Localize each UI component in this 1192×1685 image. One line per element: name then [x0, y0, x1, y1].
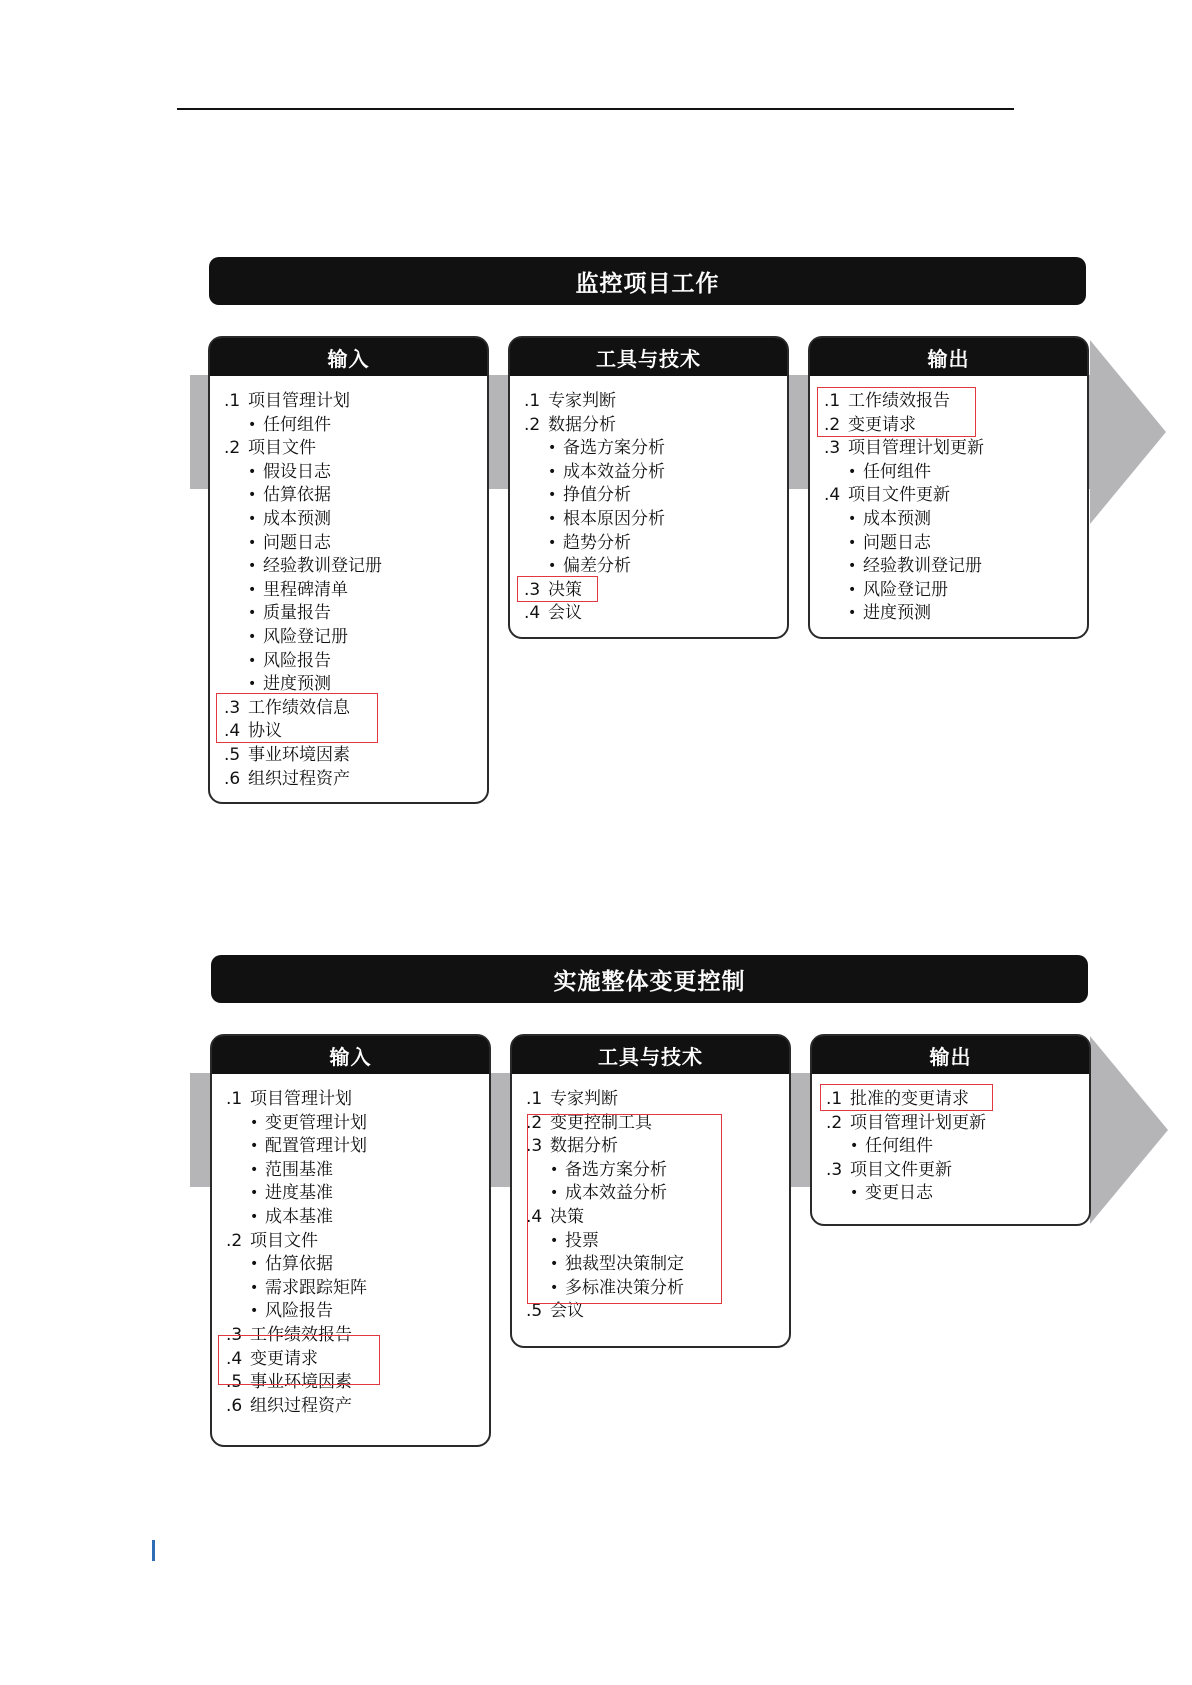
sub-list-item	[212, 1206, 489, 1230]
sub-item-label: 成本预测	[263, 508, 331, 529]
outputs-column	[808, 336, 1089, 639]
sub-item-label: 经验教训登记册	[263, 556, 382, 577]
item-label: 项目管理计划	[250, 1089, 352, 1109]
bullet-icon: •	[848, 558, 857, 575]
bullet-icon: •	[548, 534, 557, 551]
sub-item-label: 偏差分析	[563, 556, 631, 577]
item-label: 决策	[548, 579, 582, 600]
list-item	[512, 1088, 789, 1112]
item-number: .3	[824, 438, 841, 459]
column-header	[810, 338, 1087, 376]
column-header	[812, 1036, 1089, 1074]
inputs-column	[210, 1034, 491, 1447]
item-number: .6	[224, 768, 241, 789]
bullet-icon: •	[248, 628, 257, 645]
sub-item-label: 独裁型决策制定	[565, 1254, 684, 1275]
bullet-icon: •	[248, 510, 257, 527]
sub-item-label: 根本原因分析	[563, 508, 665, 529]
sub-list-item	[212, 1300, 489, 1324]
sub-item-label: 任何组件	[865, 1136, 933, 1157]
sub-item-label: 进度预测	[263, 674, 331, 695]
list-item	[212, 1371, 489, 1395]
list-item	[810, 484, 1087, 508]
item-number: .4	[524, 603, 541, 624]
sub-list-item	[512, 1230, 789, 1254]
item-label: 组织过程资产	[250, 1395, 352, 1416]
sub-list-item	[210, 650, 487, 674]
bullet-icon: •	[248, 416, 257, 433]
sub-list-item	[512, 1253, 789, 1277]
outputs-list	[812, 1074, 1089, 1206]
bullet-icon: •	[248, 558, 257, 575]
item-label: 项目管理计划更新	[850, 1112, 986, 1133]
item-number: .3	[526, 1136, 543, 1157]
item-label: 组织过程资产	[248, 768, 350, 789]
item-number: .2	[224, 438, 241, 459]
sub-item-label: 需求跟踪矩阵	[265, 1277, 367, 1298]
item-label: 专家判断	[548, 391, 616, 411]
item-number: .3	[524, 579, 541, 600]
item-number: .3	[226, 1324, 243, 1345]
list-item	[212, 1348, 489, 1372]
tools-column	[508, 336, 789, 639]
tools-list	[510, 376, 787, 626]
sub-item-label: 风险登记册	[863, 579, 948, 600]
bullet-icon: •	[850, 1138, 859, 1155]
bullet-icon: •	[248, 487, 257, 504]
list-item	[212, 1088, 489, 1112]
item-number: .5	[526, 1301, 543, 1322]
outputs-list	[810, 376, 1087, 626]
list-item	[510, 390, 787, 414]
sub-list-item	[210, 532, 487, 556]
item-label: 协议	[248, 721, 282, 742]
bullet-icon: •	[848, 510, 857, 527]
process-title-banner	[209, 257, 1086, 305]
sub-list-item	[510, 532, 787, 556]
bullet-icon: •	[850, 1185, 859, 1202]
process-title: 实施整体变更控制	[553, 968, 746, 995]
column-header-label: 工具与技术	[596, 346, 701, 371]
item-number: .4	[226, 1348, 243, 1369]
item-number: .2	[524, 414, 541, 435]
list-item	[512, 1112, 789, 1136]
sub-item-label: 里程碑清单	[263, 579, 348, 600]
list-item	[812, 1112, 1089, 1136]
bullet-icon: •	[248, 605, 257, 622]
sub-item-label: 质量报告	[263, 603, 331, 624]
process-title: 监控项目工作	[575, 270, 720, 297]
sub-item-label: 估算依据	[265, 1254, 333, 1275]
sub-item-label: 成本效益分析	[563, 461, 665, 482]
item-number: .2	[526, 1112, 543, 1133]
item-label: 变更请求	[848, 414, 916, 435]
list-item	[812, 1088, 1089, 1112]
sub-list-item	[212, 1182, 489, 1206]
item-number: .1	[824, 391, 841, 411]
sub-list-item	[210, 508, 487, 532]
item-label: 项目文件	[248, 438, 316, 459]
sub-item-label: 经验教训登记册	[863, 556, 982, 577]
sub-list-item	[212, 1253, 489, 1277]
item-number: .6	[226, 1395, 243, 1416]
list-item	[210, 390, 487, 414]
sub-list-item	[510, 461, 787, 485]
column-header-label: 输出	[927, 346, 970, 371]
item-label: 变更控制工具	[550, 1112, 652, 1133]
sub-item-label: 变更日志	[865, 1183, 933, 1204]
sub-item-label: 进度预测	[863, 603, 931, 624]
sub-item-label: 多标准决策分析	[565, 1277, 684, 1298]
item-number: .1	[826, 1089, 843, 1109]
sub-item-label: 问题日志	[863, 532, 931, 553]
sub-list-item	[810, 579, 1087, 603]
bullet-icon: •	[548, 463, 557, 480]
item-number: .1	[524, 391, 541, 411]
sub-list-item	[210, 555, 487, 579]
column-header	[512, 1036, 789, 1074]
item-number: .1	[526, 1089, 543, 1109]
bullet-icon: •	[548, 487, 557, 504]
sub-item-label: 任何组件	[863, 461, 931, 482]
bullet-icon: •	[248, 463, 257, 480]
list-item	[510, 414, 787, 438]
sub-list-item	[210, 414, 487, 438]
sub-item-label: 范围基准	[265, 1159, 333, 1180]
item-label: 会议	[548, 603, 582, 624]
inputs-list	[212, 1074, 489, 1418]
item-number: .2	[826, 1112, 843, 1133]
sub-list-item	[810, 508, 1087, 532]
sub-item-label: 备选方案分析	[565, 1159, 667, 1180]
list-item	[810, 390, 1087, 414]
bullet-icon: •	[548, 510, 557, 527]
bullet-icon: •	[550, 1232, 559, 1249]
bullet-icon: •	[250, 1208, 259, 1225]
item-label: 会议	[550, 1301, 584, 1322]
item-number: .4	[224, 721, 241, 742]
bullet-icon: •	[548, 440, 557, 457]
list-item	[212, 1324, 489, 1348]
sub-list-item	[810, 532, 1087, 556]
bullet-icon: •	[250, 1303, 259, 1320]
list-item	[212, 1395, 489, 1419]
tools-column	[510, 1034, 791, 1348]
bullet-icon: •	[848, 463, 857, 480]
column-header	[210, 338, 487, 376]
bullet-icon: •	[250, 1279, 259, 1296]
item-label: 变更请求	[250, 1348, 318, 1369]
list-item	[210, 437, 487, 461]
item-label: 数据分析	[548, 414, 616, 435]
sub-item-label: 风险报告	[265, 1301, 333, 1322]
column-header	[510, 338, 787, 376]
bullet-icon: •	[550, 1256, 559, 1273]
item-label: 项目文件更新	[850, 1159, 952, 1180]
list-item	[810, 414, 1087, 438]
sub-item-label: 配置管理计划	[265, 1136, 367, 1157]
list-item	[812, 1159, 1089, 1183]
list-item	[512, 1135, 789, 1159]
bullet-icon: •	[550, 1185, 559, 1202]
sub-list-item	[812, 1135, 1089, 1159]
bullet-icon: •	[848, 605, 857, 622]
sub-list-item	[210, 673, 487, 697]
item-label: 项目文件更新	[848, 485, 950, 506]
sub-item-label: 备选方案分析	[563, 438, 665, 459]
column-header-label: 输出	[929, 1044, 972, 1069]
tools-list	[512, 1074, 789, 1324]
sub-list-item	[210, 484, 487, 508]
bullet-icon: •	[250, 1161, 259, 1178]
bullet-icon: •	[548, 558, 557, 575]
sub-list-item	[512, 1159, 789, 1183]
sub-list-item	[512, 1182, 789, 1206]
sub-list-item	[510, 508, 787, 532]
column-header	[212, 1036, 489, 1074]
item-label: 批准的变更请求	[850, 1089, 969, 1109]
sub-list-item	[212, 1135, 489, 1159]
bullet-icon: •	[248, 534, 257, 551]
bullet-icon: •	[250, 1185, 259, 1202]
bullet-icon: •	[250, 1256, 259, 1273]
bullet-icon: •	[550, 1279, 559, 1296]
bullet-icon: •	[550, 1161, 559, 1178]
item-number: .1	[224, 391, 241, 411]
outputs-column	[810, 1034, 1091, 1226]
bullet-icon: •	[250, 1138, 259, 1155]
sub-item-label: 趋势分析	[563, 532, 631, 553]
sub-list-item	[512, 1277, 789, 1301]
item-label: 工作绩效报告	[848, 391, 950, 411]
item-number: .2	[226, 1230, 243, 1251]
sub-list-item	[210, 602, 487, 626]
bullet-icon: •	[248, 676, 257, 693]
sub-item-label: 估算依据	[263, 485, 331, 506]
item-label: 事业环境因素	[250, 1372, 352, 1393]
sub-item-label: 变更管理计划	[265, 1112, 367, 1133]
sub-item-label: 问题日志	[263, 532, 331, 553]
item-number: .1	[226, 1089, 243, 1109]
item-number: .3	[826, 1159, 843, 1180]
list-item	[510, 579, 787, 603]
sub-item-label: 投票	[565, 1230, 599, 1251]
item-number: .2	[824, 414, 841, 435]
item-number: .4	[526, 1206, 543, 1227]
sub-list-item	[812, 1182, 1089, 1206]
sub-list-item	[810, 555, 1087, 579]
sub-list-item	[510, 484, 787, 508]
bullet-icon: •	[848, 534, 857, 551]
sub-list-item	[810, 461, 1087, 485]
item-label: 项目文件	[250, 1230, 318, 1251]
item-label: 决策	[550, 1206, 584, 1227]
sub-list-item	[210, 461, 487, 485]
item-label: 事业环境因素	[248, 744, 350, 765]
sub-list-item	[810, 602, 1087, 626]
item-number: .5	[224, 744, 241, 765]
column-header-label: 工具与技术	[598, 1044, 703, 1069]
sub-item-label: 成本预测	[863, 508, 931, 529]
sub-list-item	[210, 626, 487, 650]
sub-list-item	[212, 1112, 489, 1136]
bullet-icon: •	[248, 581, 257, 598]
list-item	[810, 437, 1087, 461]
bullet-icon: •	[250, 1114, 259, 1131]
sub-list-item	[212, 1277, 489, 1301]
sub-list-item	[510, 437, 787, 461]
item-label: 项目管理计划	[248, 391, 350, 411]
column-header-label: 输入	[327, 346, 370, 371]
item-number: .3	[224, 697, 241, 718]
list-item	[512, 1300, 789, 1324]
sub-item-label: 成本效益分析	[565, 1183, 667, 1204]
footer-marker	[152, 1540, 155, 1561]
sub-item-label: 风险报告	[263, 650, 331, 671]
list-item	[512, 1206, 789, 1230]
process-section-change-control	[0, 695, 1192, 1495]
item-number: .4	[824, 485, 841, 506]
item-label: 数据分析	[550, 1136, 618, 1157]
sub-item-label: 假设日志	[263, 461, 331, 482]
list-item	[212, 1230, 489, 1254]
sub-item-label: 风险登记册	[263, 626, 348, 647]
sub-list-item	[210, 579, 487, 603]
item-label: 专家判断	[550, 1089, 618, 1109]
sub-item-label: 成本基准	[265, 1206, 333, 1227]
sub-item-label: 任何组件	[263, 414, 331, 435]
item-label: 项目管理计划更新	[848, 438, 984, 459]
item-label: 工作绩效报告	[250, 1324, 352, 1345]
bullet-icon: •	[248, 652, 257, 669]
item-number: .5	[226, 1372, 243, 1393]
process-title-banner	[211, 955, 1088, 1003]
item-label: 工作绩效信息	[248, 697, 350, 718]
sub-list-item	[510, 555, 787, 579]
list-item	[510, 602, 787, 626]
bullet-icon: •	[848, 581, 857, 598]
sub-list-item	[212, 1159, 489, 1183]
sub-item-label: 挣值分析	[563, 485, 631, 506]
column-header-label: 输入	[329, 1044, 372, 1069]
sub-item-label: 进度基准	[265, 1183, 333, 1204]
